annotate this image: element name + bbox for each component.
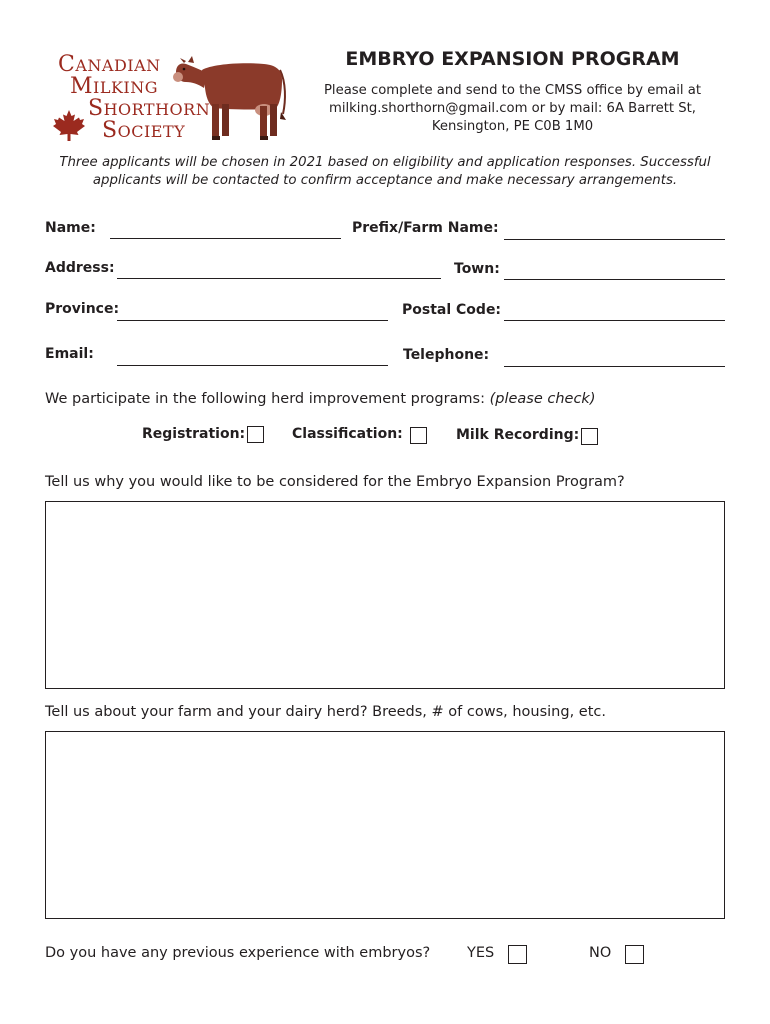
prefix-farm-name-field[interactable] (504, 239, 725, 240)
programs-question (45, 391, 595, 407)
yes-label: YES (467, 945, 495, 961)
instructions (310, 82, 715, 136)
milk-recording-checkbox[interactable] (581, 428, 598, 445)
instructions-line-2: milking.shorthorn@gmail.com or by mail: 6A Barrett St, (329, 101, 696, 116)
logo-line-2: MILKING (70, 74, 159, 99)
no-checkbox[interactable] (625, 945, 644, 964)
programs-question-text: We participate in the following herd improvement programs: (45, 391, 485, 407)
postal-code-field[interactable] (504, 320, 725, 321)
logo-line-1: CANADIAN (58, 52, 161, 77)
logo-line-3: SHORTHORN (88, 96, 211, 121)
instructions-line-1: Please complete and send to the CMSS office by email at (323, 83, 702, 98)
classification-checkbox[interactable] (410, 427, 427, 444)
telephone-field[interactable] (504, 366, 725, 367)
name-field[interactable] (110, 238, 341, 239)
milk-recording-label: Milk Recording: (456, 427, 580, 443)
name-label: Name: (45, 220, 96, 236)
email-label: Email: (45, 346, 94, 362)
maple-leaf-icon (52, 108, 86, 142)
selection-note-line-1: Three applicants will be chosen in 2021 based on eligibility and application responses. Successful (59, 155, 711, 170)
programs-hint: (please check) (489, 391, 596, 407)
instructions-line-3: Kensington, PE C0B 1M0 (431, 119, 594, 134)
yes-checkbox[interactable] (508, 945, 527, 964)
selection-note-line-2: applicants will be contacted to confirm acceptance and make necessary arrangements. (92, 173, 678, 188)
logo-line-4: SOCIETY (102, 118, 186, 143)
province-field[interactable] (117, 320, 388, 321)
address-field[interactable] (117, 278, 441, 279)
postal-code-label: Postal Code: (402, 302, 502, 318)
selection-note (40, 154, 730, 190)
logo (48, 44, 293, 144)
registration-label: Registration: (142, 426, 246, 442)
classification-label: Classification: (292, 426, 403, 442)
prefix-farm-name-label: Prefix/Farm Name: (352, 220, 499, 236)
page-title: EMBRYO EXPANSION PROGRAM (345, 48, 680, 70)
registration-checkbox[interactable] (247, 426, 264, 443)
why-question: Tell us why you would like to be considered for the Embryo Expansion Program? (45, 474, 625, 490)
farm-question: Tell us about your farm and your dairy herd? Breeds, # of cows, housing, etc. (45, 704, 606, 720)
address-label: Address: (45, 260, 115, 276)
town-field[interactable] (504, 279, 725, 280)
embryo-experience-question: Do you have any previous experience with embryos? (45, 945, 431, 961)
email-field[interactable] (117, 365, 388, 366)
why-answer-box[interactable] (45, 501, 725, 689)
telephone-label: Telephone: (403, 347, 490, 363)
farm-answer-box[interactable] (45, 731, 725, 919)
province-label: Province: (45, 301, 120, 317)
no-label: NO (589, 945, 612, 961)
cow-icon (172, 48, 292, 146)
town-label: Town: (454, 261, 500, 277)
